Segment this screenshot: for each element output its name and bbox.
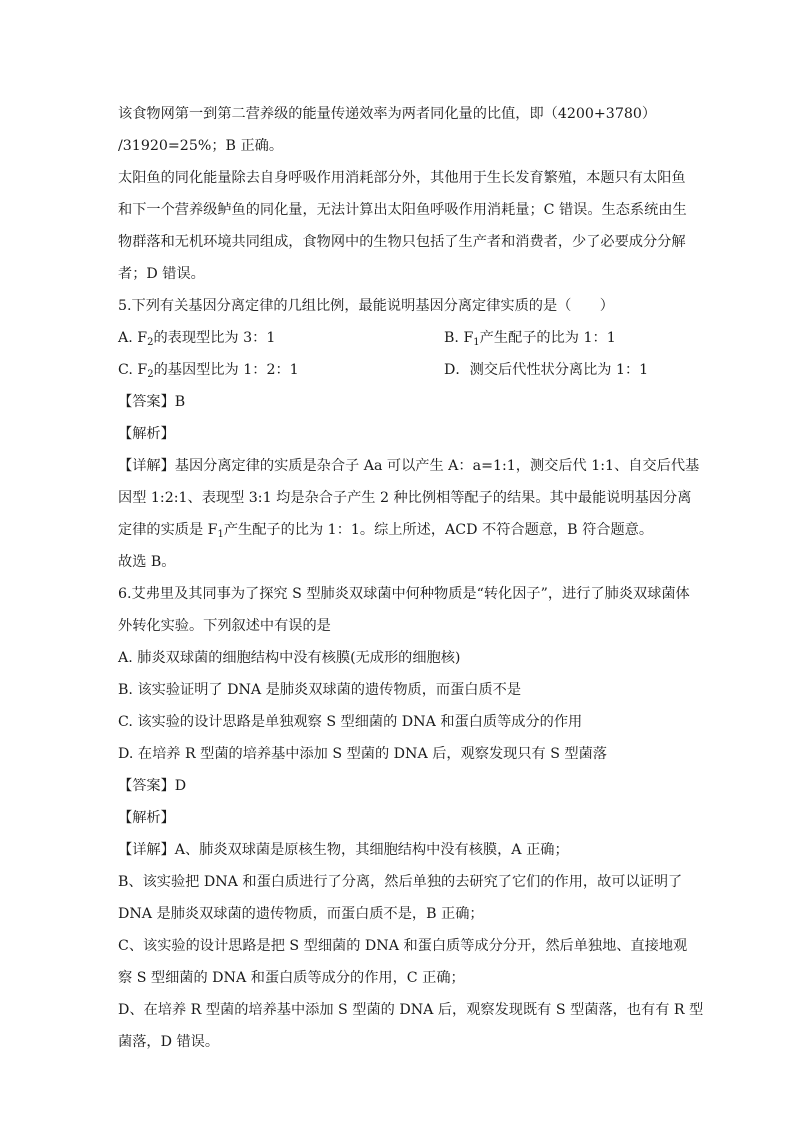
detail-text: DNA 是肺炎双球菌的遗传物质，而蛋白质不是，B 正确；: [118, 906, 484, 922]
detail-text: B、该实验把 DNA 和蛋白质进行了分离，然后单独的去研究了它们的作用，故可以证明了: [118, 874, 683, 890]
option-d: D．测交后代性状分离比为 1：1: [444, 362, 649, 378]
option-c: C. 该实验的设计思路是单独观察 S 型细菌的 DNA 和蛋白质等成分的作用: [118, 714, 583, 730]
detail-text: 【详解】基因分离定律的实质是杂合子 Aa 可以产生 A：a=1:1，测交后代 1:1、自交后代基: [118, 458, 700, 474]
question-6-stem: 6.艾弗里及其同事为了探究 S 型肺炎双球菌中何种物质是“转化因子”，进行了肺炎双球菌体: [118, 586, 690, 602]
option-b: B. 该实验证明了 DNA 是肺炎双球菌的遗传物质，而蛋白质不是: [118, 682, 522, 698]
option-b: B. $F_1$产生配子的比为 1：1: [444, 330, 616, 348]
detail-text: 因型 1:2:1、表现型 3:1 均是杂合子产生 2 种比例相等配子的结果。其中最能说明基因分离: [118, 490, 692, 506]
detail-text: 【详解】A、肺炎双球菌是原核生物，其细胞结构中没有核膜，A 正确；: [118, 842, 569, 858]
detail-text: 定律的实质是 $F_1$产生配子的比为 1：1。综上所述，ACD 不符合题意，B 符合题意。: [118, 522, 654, 540]
text-line: 太阳鱼的同化能量除去自身呼吸作用消耗部分外，其他用于生长发育繁殖，本题只有太阳鱼: [118, 170, 686, 186]
text-line: 该食物网第一到第二营养级的能量传递效率为两者同化量的比值，即（4200+3780）: [118, 106, 657, 122]
question-5-stem: 5.下列有关基因分离定律的几组比例，最能说明基因分离定律实质的是（ ）: [118, 298, 614, 314]
option-a: A. $F_2$的表现型比为 3：1: [118, 330, 276, 348]
detail-text: 察 S 型细菌的 DNA 和蛋白质等成分的作用，C 正确；: [118, 970, 465, 986]
option-d: D. 在培养 R 型菌的培养基中添加 S 型菌的 DNA 后，观察发现只有 S 型菌落: [118, 746, 607, 762]
answer-label: 【答案】B: [118, 394, 186, 410]
text-line: 和下一个营养级鲈鱼的同化量，无法计算出太阳鱼呼吸作用消耗量；C 错误。生态系统由生: [118, 202, 687, 218]
analysis-label: 【解析】: [118, 810, 175, 826]
question-6-stem: 外转化实验。下列叙述中有误的是: [118, 618, 331, 634]
option-c: C. $F_2$的基因型比为 1：2：1: [118, 362, 299, 380]
question-5-options-row-2: [118, 354, 686, 386]
detail-text: C、该实验的设计思路是把 S 型细菌的 DNA 和蛋白质等成分分开，然后单独地、直接地观: [118, 938, 688, 954]
detail-text: D、在培养 R 型菌的培养基中添加 S 型菌的 DNA 后，观察发现既有 S 型菌落，也有有 R 型: [118, 1002, 704, 1018]
analysis-label: 【解析】: [118, 426, 175, 442]
question-5-options-row-1: [118, 322, 686, 354]
text-line: 物群落和无机环境共同组成，食物网中的生物只包括了生产者和消费者，少了必要成分分解: [118, 234, 686, 250]
conclusion-text: 故选 B。: [118, 554, 176, 570]
answer-label: 【答案】D: [118, 778, 187, 794]
text-line: /31920=25%；B 正确。: [118, 138, 284, 154]
option-a: A. 肺炎双球菌的细胞结构中没有核膜(无成形的细胞核): [118, 650, 461, 666]
document-body: [118, 98, 704, 1058]
detail-text: 菌落，D 错误。: [118, 1034, 220, 1050]
text-line: 者；D 错误。: [118, 266, 205, 282]
